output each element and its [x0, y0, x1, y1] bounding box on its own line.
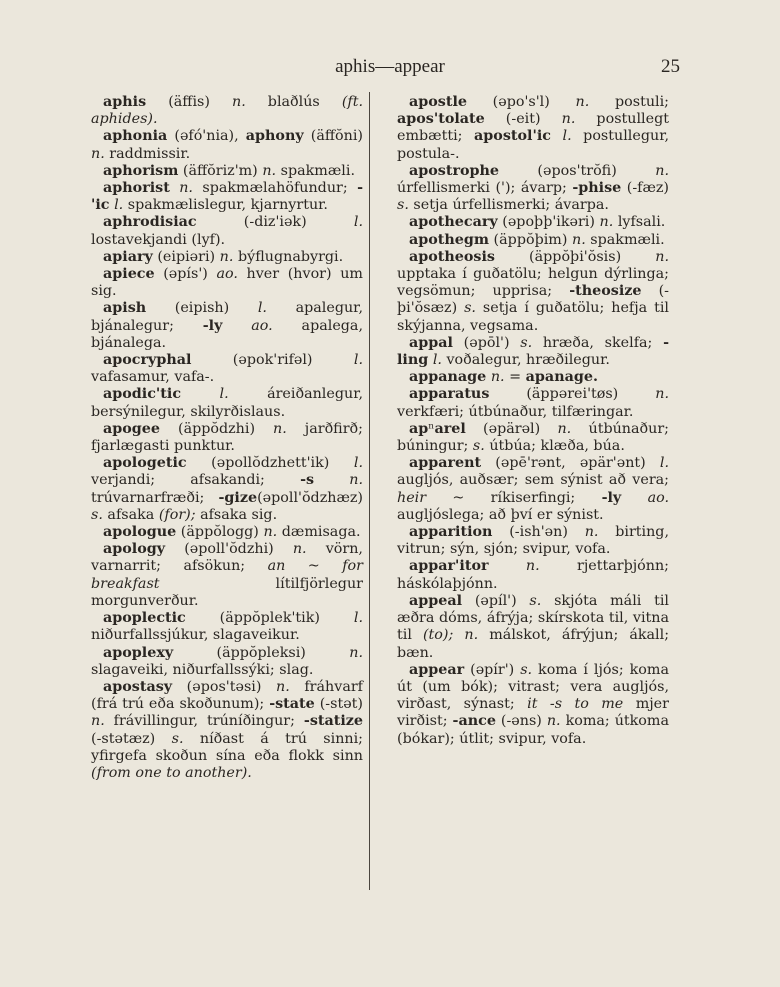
italic-text: n.: [557, 420, 572, 437]
headword: apiary: [103, 248, 153, 265]
headword: aphorist: [103, 180, 170, 197]
definition-text: (əpís'): [154, 266, 217, 283]
headword: apologetic: [103, 455, 187, 472]
definition-text: skjóta máli til æðra dóms, áfrýja; skírskota til, vitna til: [397, 592, 669, 644]
definition-text: ⁿ: [428, 420, 435, 437]
headword: apish: [103, 300, 147, 317]
italic-text: n.: [292, 541, 307, 558]
dictionary-entry: [397, 662, 669, 748]
definition-text: (əpos'trŏfi): [499, 162, 656, 179]
definition-text: [222, 318, 251, 334]
italic-text: ao.: [216, 266, 238, 283]
definition-text: slagaveiki, niðurfallssýki; slag.: [91, 661, 314, 678]
definition-text: (əpoll'ŏdzhæz): [257, 489, 363, 506]
dictionary-entry: [91, 300, 363, 352]
headword: -statize: [303, 713, 363, 730]
dictionary-entry: [91, 352, 363, 386]
headword: apostasy: [103, 678, 173, 695]
definition-text: [453, 627, 464, 643]
headword: apparition: [409, 524, 493, 541]
dictionary-entry: [91, 541, 363, 610]
headword: aphis: [103, 94, 147, 110]
definition-text: hver (hvor) um sig.: [91, 266, 363, 300]
definition-text: postuli;: [589, 94, 669, 110]
italic-text: (to);: [422, 627, 454, 644]
definition-text: (äppŏþim): [489, 231, 572, 248]
definition-text: (-stətæz): [91, 730, 172, 747]
definition-text: (-eit): [484, 111, 562, 128]
definition-text: (äppŏlogg): [176, 524, 264, 541]
definition-text: (əfó'nia),: [167, 128, 246, 145]
definition-text: spakmæli.: [585, 231, 665, 248]
italic-text: s.: [397, 197, 409, 214]
dictionary-entry: [397, 524, 669, 558]
definition-text: (äppərei'tøs): [489, 386, 656, 403]
headword: apotheosis: [409, 248, 495, 265]
definition-text: (eipish): [146, 300, 258, 317]
definition-text: [181, 386, 219, 402]
definition-text: (äffŏni): [303, 128, 363, 145]
headword: apparatus: [409, 386, 490, 403]
italic-text: n.: [655, 248, 669, 265]
italic-text: s.: [91, 506, 103, 523]
definition-text: fráhvarf (frá trú eða skoðunum);: [91, 678, 363, 713]
headword: aphrodisiac: [103, 214, 197, 231]
definition-text: lítilfjörlegur morgunverður.: [91, 575, 363, 609]
definition-text: voðalegur, hræðilegur.: [441, 352, 610, 369]
headword: apoplectic: [103, 610, 186, 627]
definition-text: spakmælislegur, kjarnyrtur.: [123, 197, 328, 214]
italic-text: l.: [353, 214, 363, 231]
headword: appeal: [409, 592, 463, 609]
headword: appanage: [409, 369, 487, 386]
italic-text: n.: [262, 162, 277, 179]
definition-text: birting, vitrun; sýn, sjón; svipur, vofa.: [397, 524, 669, 558]
dictionary-entry: [397, 455, 669, 524]
italic-text: an ~ for breakfast: [91, 558, 363, 592]
italic-text: (from one to another).: [91, 764, 252, 781]
dictionary-entry: [91, 610, 363, 644]
headword: -ling: [397, 334, 669, 369]
definition-text: (eipiəri): [152, 248, 220, 265]
headword: arel: [434, 420, 466, 437]
italic-text: n.: [655, 386, 669, 403]
definition-text: afsaka: [102, 506, 159, 523]
italic-text: (ft. aphides).: [91, 94, 363, 128]
headword: apothegm: [409, 231, 490, 248]
definition-text: jarðfirð; fjarlægasti punktur.: [91, 420, 363, 455]
italic-text: ao.: [647, 489, 669, 506]
definition-text: útbúnaður; búningur;: [397, 420, 670, 455]
definition-text: lyfsali.: [613, 214, 666, 231]
dictionary-entry: [91, 249, 363, 266]
definition-text: postullegur, postula-.: [397, 128, 669, 162]
italic-text: l.: [219, 386, 229, 403]
definition-text: =: [504, 369, 526, 386]
italic-text: s.: [472, 438, 485, 455]
definition-text: (əpos'təsi): [172, 678, 277, 695]
dictionary-entry: [91, 180, 363, 214]
definition-text: (əpollŏdzhett'ik): [186, 455, 354, 472]
definition-text: níðast á trú sinni; yfirgefa skoðun sína eða flokk sinn: [91, 730, 364, 764]
definition-text: dæmisaga.: [277, 524, 361, 541]
definition-text: raddmissir.: [104, 145, 191, 162]
italic-text: (for);: [158, 506, 196, 523]
definition-text: (äffŏriz'm): [178, 162, 263, 179]
dictionary-entry: [91, 94, 363, 128]
italic-text: n.: [273, 420, 287, 437]
italic-text: n.: [599, 214, 614, 231]
definition-text: vörn, varnarrit; afsökun;: [91, 541, 363, 575]
definition-text: blaðlús: [245, 94, 342, 110]
italic-text: l.: [114, 197, 124, 214]
headword: apanage.: [525, 369, 598, 386]
definition-text: málskot, áfrýjun; ákall; bæn.: [397, 627, 670, 661]
headword: apiece: [103, 266, 155, 283]
definition-text: hræða, skelfa;: [532, 334, 664, 351]
definition-text: frávillingur, trúníðingur;: [104, 713, 304, 730]
definition-text: apalega, bjánalega.: [91, 317, 363, 351]
italic-text: l.: [562, 128, 572, 145]
italic-text: l.: [432, 352, 442, 369]
dictionary-entry: [397, 558, 669, 592]
column-divider: [369, 92, 370, 890]
definition-text: [314, 472, 349, 488]
definition-text: niðurfallssjúkur, slagaveikur.: [91, 627, 300, 644]
definition-text: ríkiserfingi;: [464, 489, 602, 506]
headword: aphony: [245, 128, 304, 145]
italic-text: n.: [490, 369, 505, 386]
italic-text: s.: [171, 730, 184, 747]
definition-text: upptaka í guðatölu; helgun dýrlinga; vegsömun; upprisa;: [397, 266, 669, 300]
italic-text: s.: [464, 300, 476, 317]
definition-text: koma í ljós; koma út (um bók); vitrast; vera augljós, virðast, sýnast;: [397, 661, 669, 713]
headword: -theosize: [569, 283, 642, 300]
definition-text: (əpoll'ŏdzhi): [165, 541, 293, 558]
headword: apogee: [103, 420, 160, 437]
headword: apos'tolate: [397, 111, 485, 128]
italic-text: n.: [276, 678, 290, 695]
headword: apostle: [409, 94, 467, 110]
dictionary-entry: [91, 645, 363, 679]
definition-text: áreiðanlegur, bersýnilegur, skilyrðislaus.: [91, 386, 363, 420]
headword: -s: [300, 472, 315, 489]
definition-text: verjandi; afsakandi;: [91, 472, 301, 489]
definition-text: apalegur, bjánalegur;: [91, 300, 363, 334]
headword: -state: [269, 696, 315, 713]
dictionary-entry: [397, 214, 669, 231]
italic-text: n.: [464, 627, 479, 644]
definition-text: (äppŏplek'tik): [185, 610, 354, 627]
running-title: aphis—appear: [335, 56, 445, 77]
dictionary-entry: [91, 679, 363, 782]
running-head: [0, 56, 780, 80]
dictionary-entry: [397, 593, 669, 662]
definition-text: mjer virðist;: [397, 696, 669, 730]
definition-text: (əpír'): [464, 661, 521, 678]
definition-text: (äppŏpleksi): [173, 644, 350, 661]
dictionary-entry: [397, 232, 669, 249]
definition-text: [170, 180, 179, 196]
italic-text: n.: [655, 162, 669, 179]
italic-text: ao.: [251, 317, 273, 334]
dictionary-entry: [397, 249, 669, 335]
definition-text: vafasamur, vafa-.: [91, 369, 215, 386]
italic-text: n.: [349, 472, 363, 489]
headword: aphonia: [103, 128, 168, 145]
italic-text: n.: [584, 524, 599, 541]
italic-text: l.: [257, 300, 267, 317]
definition-text: útbúa; klæða, búa.: [484, 438, 625, 455]
headword: -'ic: [91, 180, 364, 214]
dictionary-entry: [91, 266, 363, 300]
left-column: [91, 94, 363, 782]
italic-text: s.: [520, 334, 533, 351]
dictionary-entry: [397, 94, 669, 163]
definition-text: spakmæli.: [276, 162, 355, 179]
italic-text: it -s to me: [527, 696, 624, 713]
definition-text: (əpoþþ'ikəri): [497, 214, 600, 231]
headword: apostol'ic: [474, 128, 551, 145]
italic-text: l.: [353, 610, 363, 627]
italic-text: n.: [349, 644, 363, 661]
dictionary-entry: [91, 421, 363, 455]
italic-text: n.: [561, 111, 576, 128]
headword: apologue: [103, 524, 177, 541]
italic-text: n.: [219, 248, 234, 265]
right-column: [397, 94, 669, 748]
headword: appar'itor: [409, 558, 489, 575]
definition-text: koma; útkoma (bókar); útlit; svipur, vofa.: [397, 713, 669, 747]
definition-text: (əpíl'): [462, 592, 530, 609]
headword: appal: [409, 334, 453, 351]
headword: apocryphal: [103, 352, 192, 369]
italic-text: heir ~: [397, 489, 465, 506]
dictionary-entry: [397, 421, 669, 455]
italic-text: l.: [353, 455, 363, 472]
italic-text: s.: [520, 661, 533, 678]
italic-text: l.: [659, 455, 669, 472]
dictionary-entry: [91, 214, 363, 248]
definition-text: spakmælahöfundur;: [192, 180, 358, 197]
definition-text: (əpē'rənt, əpär'ənt): [481, 455, 660, 472]
definition-text: postullegt embætti;: [397, 111, 669, 145]
italic-text: n.: [571, 231, 586, 248]
definition-text: býflugnabyrgi.: [233, 248, 344, 265]
definition-text: (äppŏdzhi): [160, 420, 274, 437]
italic-text: n.: [231, 94, 246, 110]
definition-text: augljóslega; að því er sýnist.: [397, 506, 604, 523]
headword: -gize: [218, 489, 258, 506]
definition-text: (-fæz): [621, 180, 670, 197]
headword: -ly: [202, 317, 223, 334]
italic-text: n.: [575, 94, 590, 110]
headword: aphorism: [103, 162, 179, 179]
italic-text: n.: [179, 180, 193, 197]
dictionary-entry: [397, 163, 669, 215]
headword: apoplexy: [103, 644, 174, 661]
italic-text: n.: [91, 145, 105, 162]
definition-text: [621, 490, 647, 506]
italic-text: n.: [546, 713, 561, 730]
definition-text: afsaka sig.: [195, 506, 278, 523]
headword: -ance: [452, 713, 496, 730]
italic-text: s.: [529, 592, 542, 609]
definition-text: (əpärəl): [465, 420, 558, 437]
dictionary-entry: [91, 524, 363, 541]
italic-text: n.: [525, 558, 540, 575]
headword: apostrophe: [409, 162, 500, 179]
dictionary-entry: [91, 386, 363, 420]
dictionary-entry: [397, 386, 669, 420]
headword: apology: [103, 541, 166, 558]
definition-text: (əpok'rifəl): [191, 352, 354, 369]
definition-text: (-þi'ŏsæz): [397, 283, 670, 317]
definition-text: (əpōl'): [452, 334, 521, 351]
dictionary-entry: [397, 369, 669, 386]
headword: -ly: [601, 489, 622, 506]
headword: ap: [409, 420, 429, 437]
definition-text: lostavekjandi (lyf).: [91, 231, 226, 248]
definition-text: [551, 128, 563, 144]
definition-text: (əpo's'l): [466, 94, 576, 110]
italic-text: l.: [353, 352, 363, 369]
page-number: 25: [661, 56, 680, 77]
definition-text: verkfæri; útbúnaður, tilfæringar.: [397, 403, 634, 420]
headword: apodic'tic: [103, 386, 182, 403]
definition-text: (-diz'iək): [196, 214, 354, 231]
definition-text: rjettarþjónn; háskólaþjónn.: [397, 558, 669, 592]
headword: apothecary: [409, 214, 498, 231]
dictionary-entry: [91, 455, 363, 524]
definition-text: (-stət): [314, 696, 363, 713]
italic-text: n.: [91, 713, 105, 730]
definition-text: setja í guðatölu; hefja til skýjanna, vegsama.: [397, 300, 669, 334]
dictionary-entry: [91, 128, 363, 162]
definition-text: (äppŏþi'ŏsis): [494, 248, 656, 265]
definition-text: augljós, auðsær; sem sýnist að vera;: [397, 472, 669, 489]
dictionary-entry: [91, 163, 363, 180]
definition-text: trúvarnarfræði;: [91, 489, 219, 506]
definition-text: (-ish'ən): [492, 524, 585, 541]
definition-text: úrfellismerki ('); ávarp;: [397, 180, 573, 197]
headword: appear: [409, 661, 465, 678]
dictionary-entry: [397, 335, 669, 369]
italic-text: n.: [263, 524, 278, 541]
definition-text: setja úrfellismerki; ávarpa.: [408, 197, 609, 214]
headword: -phise: [572, 180, 622, 197]
definition-text: [489, 558, 526, 574]
headword: apparent: [409, 455, 482, 472]
definition-text: (äffis): [146, 94, 232, 110]
definition-text: (-əns): [495, 713, 547, 730]
